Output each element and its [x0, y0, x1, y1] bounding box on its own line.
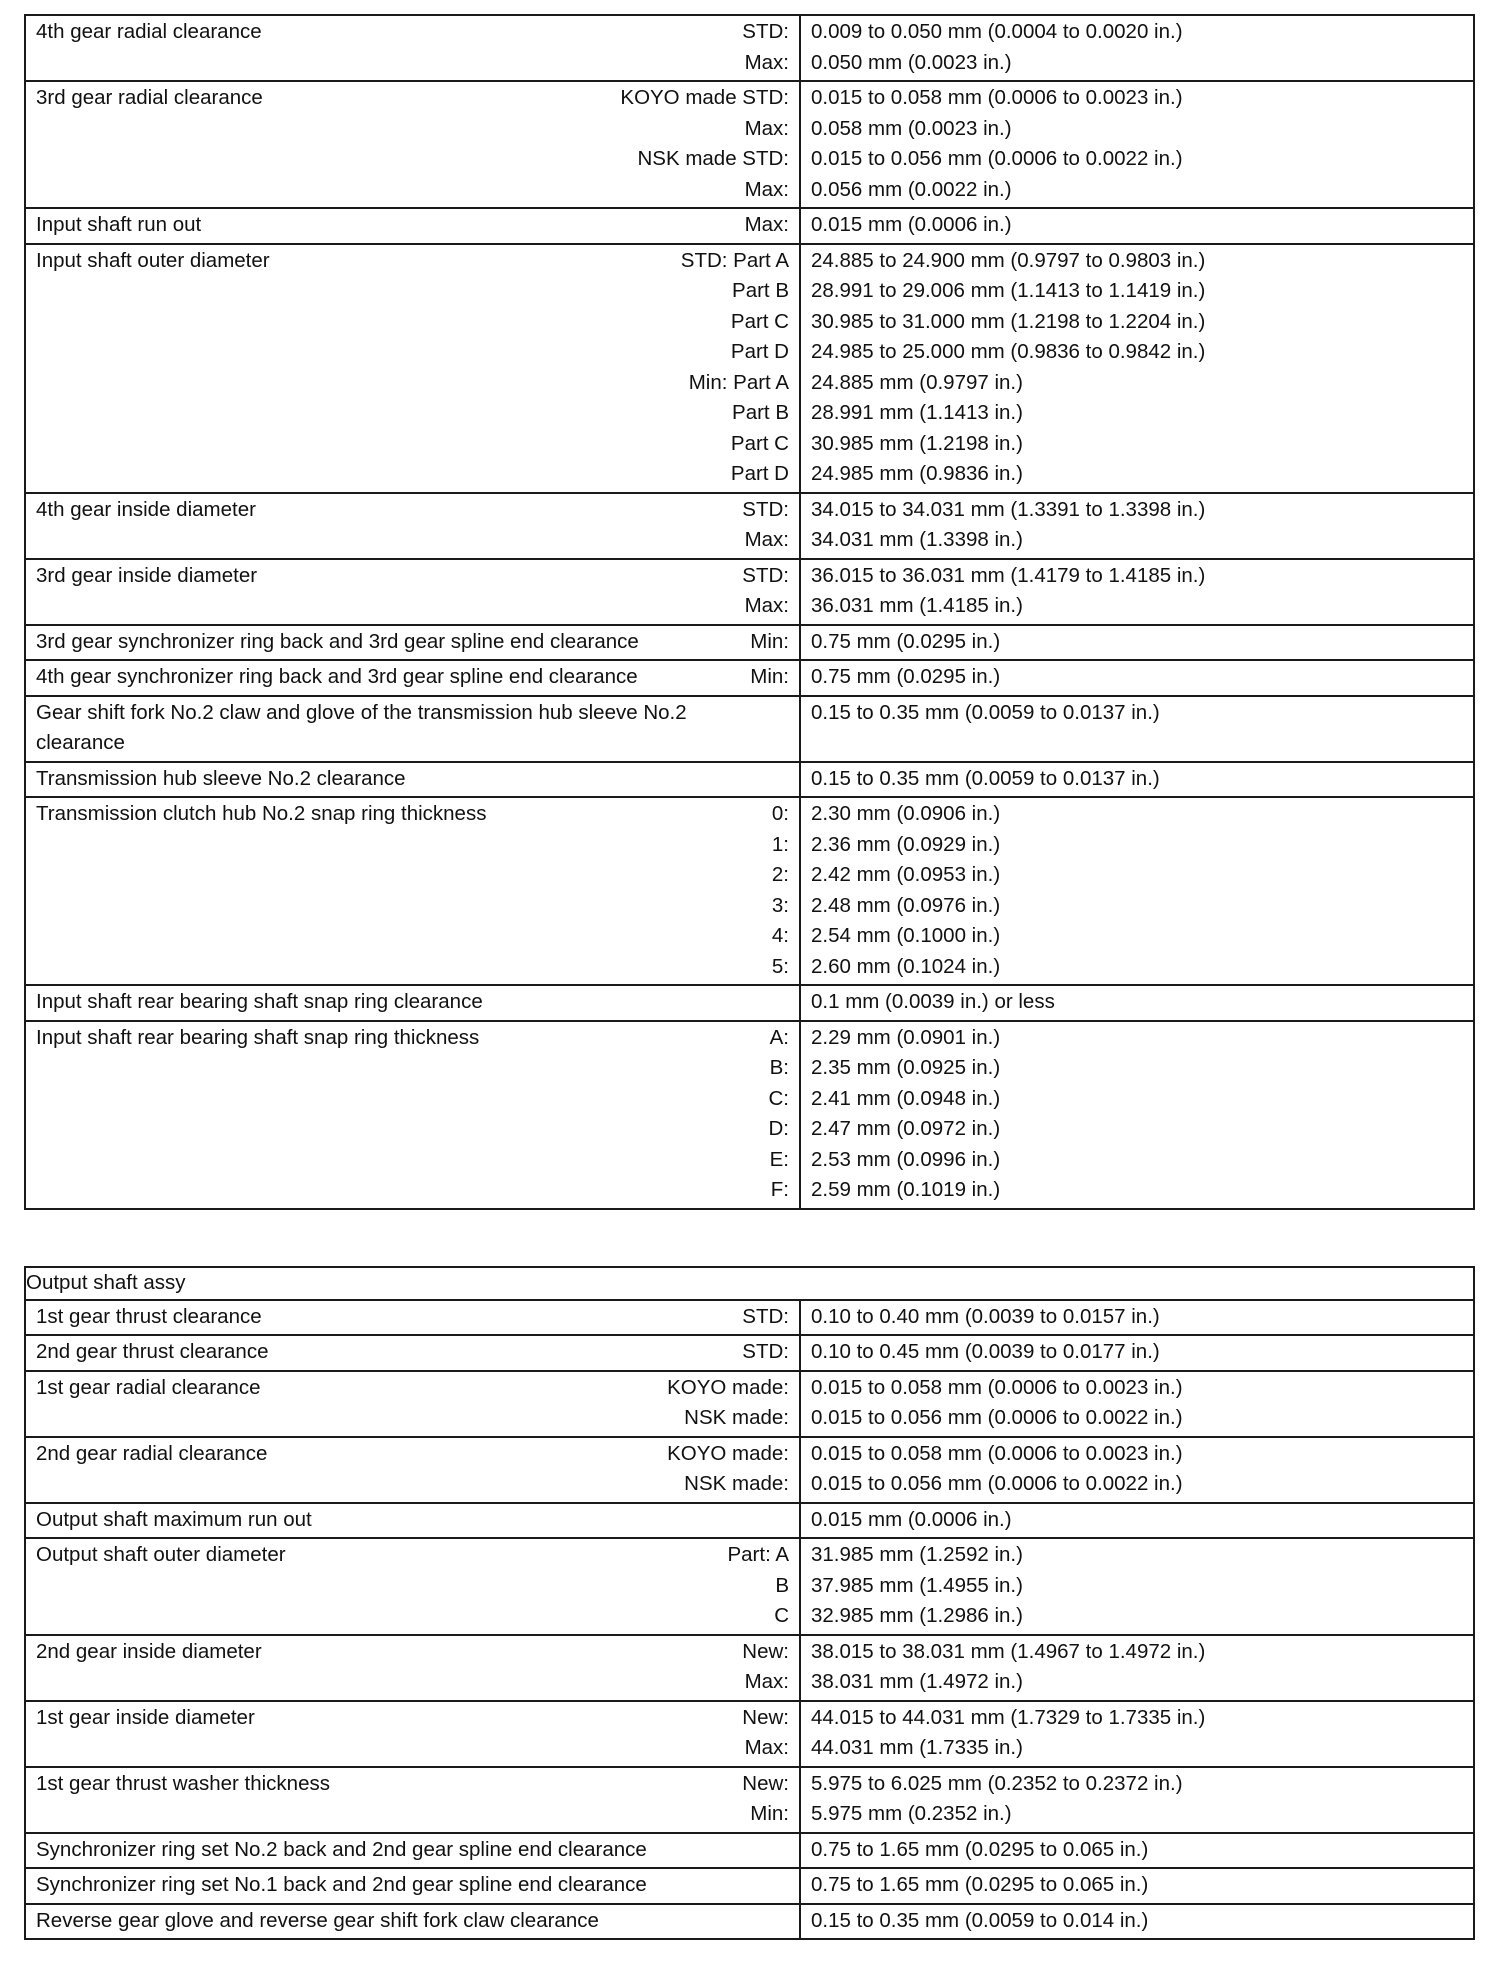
condition-label: Min: [750, 665, 789, 688]
parameter-name: 1st gear thrust washer thickness [36, 1771, 330, 1795]
condition-labels [750, 627, 789, 658]
parameter-name: 3rd gear inside diameter [36, 563, 258, 587]
spec-row-4th-gear-radial-clearance [25, 15, 1474, 81]
value-cell [800, 559, 1474, 625]
condition-label: STD: [742, 1340, 789, 1363]
spec-value: 24.985 mm (0.9836 in.) [811, 462, 1023, 485]
spec-value: 28.991 mm (1.1413 in.) [811, 401, 1023, 424]
spec-value: 2.47 mm (0.0972 in.) [811, 1117, 1001, 1140]
value-cell [800, 1833, 1474, 1869]
value-cell [800, 625, 1474, 661]
spec-value: 5.975 to 6.025 mm (0.2352 to 0.2372 in.) [811, 1771, 1183, 1795]
condition-label: Max: [744, 213, 789, 236]
spec-value: 0.10 to 0.40 mm (0.0039 to 0.0157 in.) [811, 1304, 1160, 1328]
condition-label: Max: [744, 1736, 789, 1759]
input-shaft-spec-table [24, 14, 1475, 1210]
spec-row-2nd-gear-inside-diameter [25, 1635, 1474, 1701]
output-shaft-spec-table [24, 1266, 1475, 1940]
parameter-name: 4th gear synchronizer ring back and 3rd gear spline end clearance [36, 665, 638, 688]
parameter-cell [25, 797, 800, 985]
condition-labels [742, 561, 789, 622]
spec-value: 0.15 to 0.35 mm (0.0059 to 0.014 in.) [811, 1908, 1149, 1932]
spec-value: 2.53 mm (0.0996 in.) [811, 1147, 1001, 1171]
spec-value: 30.985 mm (1.2198 in.) [811, 431, 1023, 455]
parameter-cell [25, 1437, 800, 1503]
value-cell [800, 1021, 1474, 1209]
condition-label: STD: [742, 497, 789, 521]
condition-label: Max: [744, 594, 789, 617]
spec-value: 31.985 mm (1.2592 in.) [811, 1543, 1023, 1566]
spec-value: 2.59 mm (0.1019 in.) [811, 1178, 1001, 1201]
spec-value: 0.050 mm (0.0023 in.) [811, 50, 1012, 74]
value-cell [800, 208, 1474, 244]
parameter-name: Output shaft outer diameter [36, 1543, 286, 1566]
parameter-name: Transmission hub sleeve No.2 clearance [36, 766, 406, 790]
value-cell [800, 762, 1474, 798]
parameter-cell [25, 660, 800, 696]
value-cell [800, 1503, 1474, 1539]
condition-labels [742, 17, 789, 78]
value-cell [800, 1371, 1474, 1437]
parameter-name: Synchronizer ring set No.1 back and 2nd gear spline end clearance [36, 1873, 647, 1896]
condition-label: Part D [730, 462, 789, 485]
condition-label: Max: [744, 528, 789, 551]
spec-row-1st-gear-thrust-washer-thickness [25, 1767, 1474, 1833]
spec-value: 34.031 mm (1.3398 in.) [811, 528, 1023, 551]
condition-label: NSK made STD: [637, 147, 789, 170]
condition-label: KOYO made: [667, 1375, 789, 1399]
value-cell [800, 1538, 1474, 1635]
spec-value: 2.29 mm (0.0901 in.) [811, 1025, 1001, 1049]
spec-value: 36.031 mm (1.4185 in.) [811, 594, 1023, 617]
parameter-name: Input shaft rear bearing shaft snap ring clearance [36, 990, 483, 1013]
parameter-cell [25, 1833, 800, 1869]
spec-row-1st-gear-radial-clearance [25, 1371, 1474, 1437]
condition-labels [681, 246, 789, 490]
parameter-name: 2nd gear thrust clearance [36, 1340, 269, 1363]
parameter-cell [25, 1335, 800, 1371]
spec-row-input-shaft-rear-bearing-shaft-snap-ring-thickness [25, 1021, 1474, 1209]
spec-value: 0.056 mm (0.0022 in.) [811, 177, 1012, 201]
condition-label: 0: [771, 802, 789, 825]
condition-label: B: [769, 1056, 789, 1079]
spec-row-transmission-hub-sleeve-no-2-clearance [25, 762, 1474, 798]
spec-row-reverse-gear-glove-and-reverse-gear-shift-fork-claw-clearance [25, 1904, 1474, 1940]
condition-labels [742, 1703, 789, 1764]
spec-value: 2.48 mm (0.0976 in.) [811, 893, 1001, 917]
condition-labels [620, 83, 789, 205]
spec-value: 2.60 mm (0.1024 in.) [811, 954, 1001, 978]
condition-label: F: [770, 1178, 789, 1201]
parameter-name: Input shaft rear bearing shaft snap ring thickness [36, 1025, 480, 1049]
condition-labels [745, 210, 789, 241]
value-cell [800, 660, 1474, 696]
parameter-name: 1st gear thrust clearance [36, 1304, 262, 1328]
value-cell [800, 1437, 1474, 1503]
spec-row-2nd-gear-radial-clearance [25, 1437, 1474, 1503]
spec-value: 0.015 to 0.056 mm (0.0006 to 0.0022 in.) [811, 147, 1183, 170]
value-cell [800, 1635, 1474, 1701]
condition-label: Min: [750, 1802, 789, 1825]
condition-label: 4: [771, 924, 789, 947]
value-cell [800, 696, 1474, 762]
condition-label: Max: [744, 50, 789, 74]
parameter-name: Gear shift fork No.2 claw and glove of the transmission hub sleeve No.2 clearance [36, 700, 687, 754]
parameter-name: Synchronizer ring set No.2 back and 2nd gear spline end clearance [36, 1837, 647, 1861]
parameter-cell [25, 208, 800, 244]
condition-label: B [775, 1573, 789, 1597]
condition-label: Part B [732, 279, 789, 302]
parameter-name: Input shaft run out [36, 213, 202, 236]
value-cell [800, 244, 1474, 493]
spec-row-3rd-gear-synchronizer-ring-back-and-3rd-gear-spline-end-clearance [25, 625, 1474, 661]
spec-value: 0.015 to 0.058 mm (0.0006 to 0.0023 in.) [811, 86, 1183, 109]
parameter-name: 2nd gear inside diameter [36, 1639, 262, 1663]
condition-labels [742, 1302, 789, 1333]
spec-value: 0.015 to 0.056 mm (0.0006 to 0.0022 in.) [811, 1406, 1183, 1429]
parameter-cell [25, 15, 800, 81]
value-cell [800, 985, 1474, 1021]
section-heading: Output shaft assy [25, 1267, 1474, 1300]
spec-value: 30.985 to 31.000 mm (1.2198 to 1.2204 in.) [811, 309, 1206, 333]
condition-label: KOYO made STD: [620, 86, 789, 109]
spec-value: 0.75 to 1.65 mm (0.0295 to 0.065 in.) [811, 1873, 1149, 1896]
parameter-name: 2nd gear radial clearance [36, 1441, 268, 1465]
parameter-name: 1st gear radial clearance [36, 1375, 261, 1399]
spec-value: 0.15 to 0.35 mm (0.0059 to 0.0137 in.) [811, 766, 1160, 790]
condition-labels [727, 1540, 789, 1632]
parameter-cell [25, 985, 800, 1021]
condition-labels [742, 495, 789, 556]
spec-value: 32.985 mm (1.2986 in.) [811, 1604, 1023, 1627]
condition-label: STD: [742, 563, 789, 587]
parameter-name: 1st gear inside diameter [36, 1705, 255, 1729]
spec-value: 37.985 mm (1.4955 in.) [811, 1573, 1023, 1597]
condition-label: Max: [744, 1670, 789, 1693]
spec-value: 0.75 mm (0.0295 in.) [811, 629, 1001, 653]
spec-value: 0.015 to 0.058 mm (0.0006 to 0.0023 in.) [811, 1375, 1183, 1399]
parameter-cell [25, 1538, 800, 1635]
spec-row-output-shaft-outer-diameter [25, 1538, 1474, 1635]
condition-labels [742, 1337, 789, 1368]
spec-value: 0.058 mm (0.0023 in.) [811, 116, 1012, 140]
condition-label: Max: [744, 177, 789, 201]
value-cell [800, 797, 1474, 985]
parameter-cell [25, 559, 800, 625]
spec-value: 44.015 to 44.031 mm (1.7329 to 1.7335 in.) [811, 1705, 1206, 1729]
condition-label: Min: [750, 629, 789, 653]
condition-label: Part C [730, 309, 789, 333]
spec-value: 2.42 mm (0.0953 in.) [811, 863, 1001, 886]
spec-value: 34.015 to 34.031 mm (1.3391 to 1.3398 in.) [811, 497, 1206, 521]
spec-value: 0.015 to 0.056 mm (0.0006 to 0.0022 in.) [811, 1472, 1183, 1495]
condition-label: 5: [771, 954, 789, 978]
parameter-cell [25, 493, 800, 559]
condition-labels [742, 1769, 789, 1830]
value-cell [800, 1904, 1474, 1940]
spec-row-4th-gear-synchronizer-ring-back-and-3rd-gear-spline-end-clearance [25, 660, 1474, 696]
parameter-cell [25, 1503, 800, 1539]
spec-value: 24.985 to 25.000 mm (0.9836 to 0.9842 in.) [811, 340, 1206, 363]
spec-value: 38.015 to 38.031 mm (1.4967 to 1.4972 in.) [811, 1639, 1206, 1663]
parameter-cell [25, 1371, 800, 1437]
spec-value: 0.75 mm (0.0295 in.) [811, 665, 1001, 688]
spec-row-transmission-clutch-hub-no-2-snap-ring-thickness [25, 797, 1474, 985]
condition-label: STD: Part A [680, 248, 789, 272]
parameter-name: 3rd gear radial clearance [36, 86, 263, 109]
value-cell [800, 1767, 1474, 1833]
condition-labels [742, 1637, 789, 1698]
value-cell [800, 1868, 1474, 1904]
parameter-cell [25, 625, 800, 661]
condition-labels [667, 1439, 789, 1500]
spec-value: 5.975 mm (0.2352 in.) [811, 1802, 1012, 1825]
spec-row-gear-shift-fork-no-2-claw-and-glove-of-the-transmission-hub-sleeve-no-2-clearance [25, 696, 1474, 762]
condition-label: New: [742, 1705, 789, 1729]
condition-label: 1: [771, 832, 789, 856]
condition-label: New: [742, 1639, 789, 1663]
condition-label: NSK made: [684, 1406, 789, 1429]
parameter-name: 4th gear radial clearance [36, 20, 262, 43]
parameter-cell [25, 1635, 800, 1701]
parameter-cell [25, 1767, 800, 1833]
spec-value: 0.015 mm (0.0006 in.) [811, 213, 1012, 236]
condition-label: C: [768, 1086, 789, 1110]
parameter-cell [25, 1021, 800, 1209]
spec-value: 36.015 to 36.031 mm (1.4179 to 1.4185 in.) [811, 563, 1206, 587]
condition-label: New: [742, 1771, 789, 1795]
parameter-name: 4th gear inside diameter [36, 497, 256, 521]
spec-value: 2.35 mm (0.0925 in.) [811, 1056, 1001, 1079]
condition-label: Part C [730, 431, 789, 455]
spec-row-1st-gear-inside-diameter [25, 1701, 1474, 1767]
spec-value: 44.031 mm (1.7335 in.) [811, 1736, 1023, 1759]
parameter-cell [25, 244, 800, 493]
parameter-cell [25, 1300, 800, 1336]
spec-value: 0.009 to 0.050 mm (0.0004 to 0.0020 in.) [811, 20, 1183, 43]
value-cell [800, 1335, 1474, 1371]
condition-label: STD: [742, 20, 789, 43]
spec-row-input-shaft-rear-bearing-shaft-snap-ring-clearance [25, 985, 1474, 1021]
spec-value: 24.885 mm (0.9797 in.) [811, 370, 1023, 394]
spec-row-2nd-gear-thrust-clearance [25, 1335, 1474, 1371]
spec-row-3rd-gear-inside-diameter [25, 559, 1474, 625]
spec-row-1st-gear-thrust-clearance [25, 1300, 1474, 1336]
spec-row-input-shaft-run-out [25, 208, 1474, 244]
spec-value: 0.10 to 0.45 mm (0.0039 to 0.0177 in.) [811, 1340, 1160, 1363]
condition-label: Part: A [727, 1543, 789, 1566]
spec-value: 2.30 mm (0.0906 in.) [811, 802, 1001, 825]
spec-value: 0.75 to 1.65 mm (0.0295 to 0.065 in.) [811, 1837, 1149, 1861]
spec-value: 0.015 to 0.058 mm (0.0006 to 0.0023 in.) [811, 1441, 1183, 1465]
spec-value: 2.41 mm (0.0948 in.) [811, 1086, 1001, 1110]
condition-labels [667, 1373, 789, 1434]
condition-label: Min: Part A [688, 370, 789, 394]
parameter-cell [25, 762, 800, 798]
parameter-name: Input shaft outer diameter [36, 248, 270, 272]
parameter-cell [25, 1701, 800, 1767]
spec-row-input-shaft-outer-diameter [25, 244, 1474, 493]
parameter-name: Reverse gear glove and reverse gear shift fork claw clearance [36, 1908, 599, 1932]
condition-label: STD: [742, 1304, 789, 1328]
spec-row-synchronizer-ring-set-no-2-back-and-2nd-gear-spline-end-clearance [25, 1833, 1474, 1869]
value-cell [800, 493, 1474, 559]
value-cell [800, 1300, 1474, 1336]
value-cell [800, 81, 1474, 208]
parameter-cell [25, 696, 800, 762]
parameter-cell [25, 1904, 800, 1940]
parameter-cell [25, 81, 800, 208]
condition-label: E: [769, 1147, 789, 1171]
condition-labels [769, 1023, 790, 1206]
spec-value: 0.015 mm (0.0006 in.) [811, 1507, 1012, 1531]
parameter-name: 3rd gear synchronizer ring back and 3rd gear spline end clearance [36, 629, 639, 653]
spec-value: 38.031 mm (1.4972 in.) [811, 1670, 1023, 1693]
spec-value: 2.36 mm (0.0929 in.) [811, 832, 1001, 856]
spec-value: 0.15 to 0.35 mm (0.0059 to 0.0137 in.) [811, 700, 1160, 724]
parameter-cell [25, 1868, 800, 1904]
condition-label: Part D [730, 340, 789, 363]
condition-label: C [774, 1604, 789, 1627]
spec-row-synchronizer-ring-set-no-1-back-and-2nd-gear-spline-end-clearance [25, 1868, 1474, 1904]
value-cell [800, 15, 1474, 81]
spec-row-output-shaft-maximum-run-out [25, 1503, 1474, 1539]
condition-label: NSK made: [684, 1472, 789, 1495]
spec-value: 2.54 mm (0.1000 in.) [811, 924, 1001, 947]
condition-label: KOYO made: [667, 1441, 789, 1465]
condition-label: A: [769, 1025, 789, 1049]
spec-row-4th-gear-inside-diameter [25, 493, 1474, 559]
condition-labels [750, 662, 789, 693]
parameter-name: Output shaft maximum run out [36, 1507, 312, 1531]
spec-value: 28.991 to 29.006 mm (1.1413 to 1.1419 in.) [811, 279, 1206, 302]
spec-value: 0.1 mm (0.0039 in.) or less [811, 990, 1055, 1013]
condition-label: 2: [771, 863, 789, 886]
condition-labels [772, 799, 789, 982]
condition-label: Max: [744, 116, 789, 140]
spec-value: 24.885 to 24.900 mm (0.9797 to 0.9803 in.) [811, 248, 1206, 272]
condition-label: Part B [732, 401, 789, 424]
parameter-name: Transmission clutch hub No.2 snap ring thickness [36, 802, 487, 825]
value-cell [800, 1701, 1474, 1767]
section-heading-row [25, 1267, 1474, 1300]
spec-row-3rd-gear-radial-clearance [25, 81, 1474, 208]
condition-label: 3: [771, 893, 789, 917]
condition-label: D: [768, 1117, 789, 1140]
